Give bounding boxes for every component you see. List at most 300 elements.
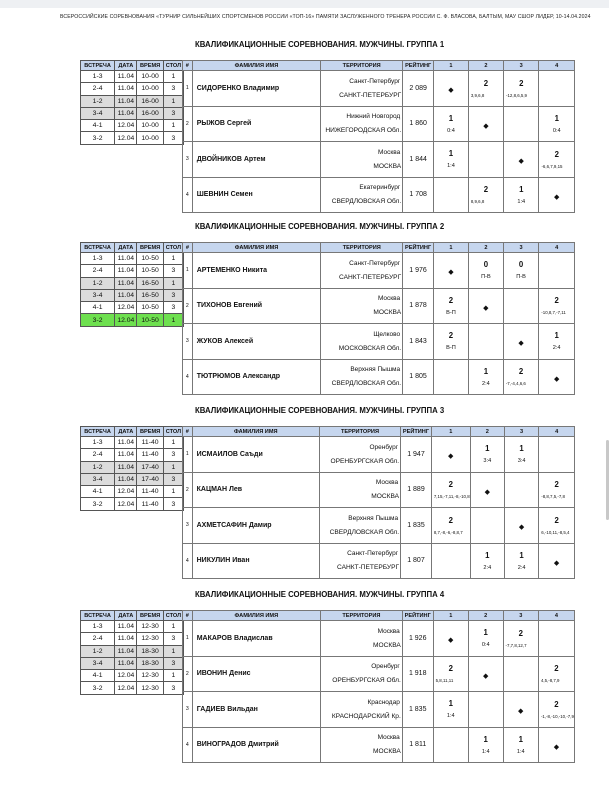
result-points: 1	[485, 550, 490, 560]
result-points: 1	[519, 550, 524, 560]
group-table-header: 2	[468, 61, 503, 71]
result-score: 2:4	[483, 564, 492, 571]
schedule-cell: 1	[163, 71, 183, 83]
group-table-header: 3	[504, 427, 538, 437]
diamond-icon: ◆	[518, 708, 524, 716]
player-number: 2	[183, 472, 193, 508]
player-row	[183, 288, 575, 324]
player-territory	[321, 324, 403, 360]
group-table-header: #	[183, 427, 193, 437]
player-city: Краснодар	[367, 698, 400, 706]
result-points: 1	[554, 331, 559, 341]
group-table	[182, 426, 575, 579]
schedule-cell: 11.04	[115, 449, 137, 461]
group-table	[182, 610, 575, 763]
schedule-table	[80, 60, 184, 145]
group-table-header: 1	[433, 243, 468, 253]
player-name: ИСМАИЛОВ Саъди	[192, 437, 319, 473]
diamond-icon: ◆	[553, 743, 560, 751]
schedule-cell: 3	[163, 132, 183, 144]
group-table-header: ФАМИЛИЯ ИМЯ	[192, 61, 320, 71]
player-number: 1	[183, 253, 193, 289]
result-points: 1	[483, 734, 488, 744]
result-points: 1	[448, 113, 454, 123]
player-number: 4	[183, 543, 193, 579]
player-region: МОСКВА	[373, 309, 402, 317]
player-region: ОРЕНБУРГСКАЯ Обл.	[330, 457, 400, 465]
schedule-cell: 10-00	[137, 71, 163, 83]
result-cell	[504, 437, 538, 473]
group-table-header: 4	[539, 243, 575, 253]
result-score: -6,6,7,9,15	[541, 163, 563, 169]
schedule-cell: 11.04	[115, 289, 137, 301]
result-cell	[539, 142, 575, 178]
player-name: РЫЖОВ Сергей	[192, 106, 320, 142]
result-cell	[434, 71, 469, 107]
result-points: 2	[448, 515, 453, 525]
schedule-cell: 12.04	[115, 670, 137, 682]
result-score: 1:4	[481, 748, 490, 755]
schedule-header: ВРЕМЯ	[137, 427, 163, 437]
player-name: ТИХОНОВ Евгений	[192, 288, 321, 324]
group-table-header: 1	[433, 611, 468, 621]
player-territory	[321, 142, 403, 178]
result-score: 1:4	[447, 163, 455, 170]
group-table-header: ТЕРРИТОРИЯ	[321, 61, 403, 71]
player-row	[183, 71, 575, 107]
result-cell	[539, 288, 575, 324]
result-cell	[433, 253, 468, 289]
result-cell	[434, 177, 469, 213]
group-table-header: ТЕРРИТОРИЯ	[321, 243, 403, 253]
schedule-cell: 1	[163, 437, 183, 449]
player-region: САНКТ-ПЕТЕРБУРГ	[336, 564, 400, 572]
schedule-row	[81, 302, 184, 314]
result-score: 8,9,6,8	[470, 199, 485, 205]
schedule-row	[81, 289, 184, 301]
group-table-header: РЕЙТИНГ	[401, 427, 432, 437]
schedule-cell: 3	[163, 473, 183, 485]
result-cell	[503, 692, 538, 728]
schedule-cell: 11-40	[137, 486, 163, 498]
top-bar	[0, 0, 609, 8]
schedule-cell: 1	[163, 277, 183, 289]
result-score: -7,7,8,12,7	[505, 642, 527, 648]
player-rating: 1 889	[401, 472, 432, 508]
diamond-icon: ◆	[448, 637, 454, 645]
schedule-header: СТОЛ	[163, 243, 183, 253]
result-score: 0:4	[481, 642, 490, 649]
result-cell	[504, 71, 539, 107]
result-points: 2	[518, 367, 524, 377]
schedule-cell: 16-50	[137, 289, 163, 301]
diamond-icon: ◆	[518, 340, 524, 348]
group-table-header: 1	[434, 61, 469, 71]
player-rating: 1 811	[402, 727, 433, 763]
schedule-cell: 12.04	[115, 302, 137, 314]
player-region: МОСКОВСКАЯ Обл.	[338, 344, 402, 352]
player-row	[183, 692, 575, 728]
schedule-cell: 11.04	[115, 657, 137, 669]
schedule-cell: 4-1	[81, 302, 115, 314]
result-cell	[433, 727, 468, 763]
result-score: 1:4	[446, 713, 455, 720]
player-row	[183, 324, 575, 360]
result-points: 2	[554, 699, 559, 709]
player-number: 1	[183, 621, 193, 657]
schedule-cell: 12.04	[115, 486, 137, 498]
schedule-cell: 3	[163, 682, 183, 694]
player-row	[183, 543, 575, 579]
result-cell	[538, 692, 574, 728]
schedule-cell: 3	[163, 657, 183, 669]
schedule-cell: 12-30	[137, 682, 163, 694]
player-number: 3	[183, 692, 193, 728]
group-3	[0, 406, 609, 576]
schedule-cell: 11.04	[115, 473, 137, 485]
result-score: В-П	[446, 345, 456, 352]
schedule-cell: 3	[163, 265, 183, 277]
schedule-cell: 1-2	[81, 95, 115, 107]
player-region: СВЕРДЛОВСКАЯ Обл.	[331, 198, 402, 206]
schedule-row	[81, 461, 184, 473]
result-cell	[538, 656, 574, 692]
schedule-cell: 11-40	[137, 437, 163, 449]
result-points: 1	[483, 366, 489, 376]
player-rating: 1 860	[403, 106, 434, 142]
player-region: ОРЕНБУРГСКАЯ Обл.	[332, 677, 401, 685]
player-name: АРТЕМЕНКО Никита	[192, 253, 321, 289]
group-2	[0, 222, 609, 392]
schedule-cell: 10-50	[137, 314, 163, 326]
schedule-cell: 11.04	[115, 265, 137, 277]
player-city: Санкт-Петербург	[349, 259, 401, 267]
schedule-cell: 11.04	[115, 437, 137, 449]
result-score: 3:4	[483, 458, 492, 465]
group-table-header: РЕЙТИНГ	[402, 611, 433, 621]
result-cell	[431, 437, 470, 473]
schedule-cell: 12-30	[137, 621, 163, 633]
result-points: 1	[519, 184, 524, 194]
schedule-header: ВРЕМЯ	[137, 243, 163, 253]
diamond-icon: ◆	[554, 193, 560, 201]
schedule-cell: 10-50	[137, 302, 163, 314]
group-table-header: ФАМИЛИЯ ИМЯ	[192, 611, 320, 621]
player-city: Москва	[375, 479, 399, 487]
player-rating: 1 835	[402, 692, 433, 728]
result-cell	[433, 288, 468, 324]
schedule-cell: 11.04	[115, 621, 137, 633]
diamond-icon: ◆	[448, 269, 454, 277]
schedule-cell: 1	[163, 461, 183, 473]
player-number: 3	[183, 142, 193, 178]
result-points: 1	[485, 444, 490, 454]
result-cell	[503, 727, 538, 763]
result-points: 2	[448, 295, 454, 305]
result-points: 2	[554, 296, 559, 306]
group-table-header: 3	[503, 243, 538, 253]
schedule-table	[80, 610, 184, 695]
schedule-cell: 3-2	[81, 498, 115, 510]
result-points: 2	[519, 78, 524, 88]
result-points: 1	[448, 699, 453, 709]
player-rating: 1 918	[402, 656, 433, 692]
schedule-header: ВРЕМЯ	[137, 611, 163, 621]
result-cell	[433, 656, 468, 692]
result-score: 7,15,-7,11,-8,-10,8	[433, 494, 470, 500]
player-region: САНКТ-ПЕТЕРБУРГ	[339, 273, 402, 281]
result-cell	[434, 106, 469, 142]
schedule-cell: 16-00	[137, 95, 163, 107]
result-score: 3,9,6,8	[470, 92, 485, 98]
player-rating: 1 843	[403, 324, 434, 360]
schedule-cell: 3-2	[81, 132, 115, 144]
result-cell	[470, 472, 504, 508]
result-cell	[470, 437, 504, 473]
group-table-header: ФАМИЛИЯ ИМЯ	[192, 243, 321, 253]
player-number: 2	[183, 288, 193, 324]
schedule-cell: 3-2	[81, 682, 115, 694]
result-cell	[468, 621, 503, 657]
schedule-cell: 3-4	[81, 289, 115, 301]
schedule-cell: 3-4	[81, 473, 115, 485]
schedule-cell: 16-00	[137, 107, 163, 119]
group-table-header: РЕЙТИНГ	[403, 243, 434, 253]
player-rating: 1 807	[401, 543, 432, 579]
player-name: ВИНОГРАДОВ Дмитрий	[192, 727, 320, 763]
player-region: СВЕРДЛОВСКАЯ Обл.	[331, 380, 402, 388]
schedule-cell: 10-50	[137, 265, 163, 277]
schedule-cell: 10-00	[137, 120, 163, 132]
schedule-cell: 11.04	[115, 645, 137, 657]
diamond-icon: ◆	[484, 488, 490, 496]
group-table-header: 3	[504, 61, 539, 71]
schedule-cell: 11.04	[115, 277, 137, 289]
result-points: 1	[554, 113, 559, 123]
schedule-row	[81, 633, 184, 645]
schedule-cell: 11-40	[137, 498, 163, 510]
player-city: Верхняя Пышма	[348, 514, 399, 522]
result-cell	[431, 472, 470, 508]
schedule-cell: 11.04	[115, 253, 137, 265]
schedule-cell: 1	[163, 621, 183, 633]
schedule-header: ВСТРЕЧА	[81, 243, 115, 253]
schedule-cell: 1	[163, 486, 183, 498]
schedule-cell: 1-3	[81, 253, 115, 265]
schedule-row	[81, 657, 184, 669]
schedule-cell: 18-30	[137, 645, 163, 657]
schedule-cell: 3	[163, 107, 183, 119]
schedule-row	[81, 621, 184, 633]
result-points: 2	[448, 331, 454, 341]
schedule-cell: 10-50	[137, 253, 163, 265]
player-row	[183, 656, 575, 692]
schedule-cell: 3	[163, 83, 183, 95]
schedule-row	[81, 253, 184, 265]
result-score: 2:4	[552, 345, 561, 352]
result-cell	[468, 692, 503, 728]
result-cell	[431, 508, 470, 544]
schedule-row	[81, 107, 184, 119]
result-cell	[470, 508, 504, 544]
schedule-cell: 12-30	[137, 633, 163, 645]
result-cell	[468, 177, 503, 213]
result-points: 1	[483, 628, 488, 638]
result-cell	[539, 106, 575, 142]
result-score: 3:4	[517, 458, 526, 465]
schedule-cell: 12.04	[115, 120, 137, 132]
schedule-cell: 3-4	[81, 657, 115, 669]
player-name: ШЕВНИН Семен	[192, 177, 320, 213]
group-table-header: #	[183, 243, 193, 253]
group-table-header: 3	[503, 611, 538, 621]
player-number: 4	[183, 177, 193, 213]
player-number: 3	[183, 508, 193, 544]
schedule-row	[81, 670, 184, 682]
schedule-cell: 17-40	[137, 461, 163, 473]
player-city: Оренбург	[369, 443, 399, 451]
player-territory	[321, 288, 403, 324]
player-territory	[320, 692, 402, 728]
result-points: 0	[518, 260, 524, 270]
result-cell	[539, 71, 575, 107]
result-cell	[468, 142, 503, 178]
player-name: НИКУЛИН Иван	[192, 543, 319, 579]
result-cell	[468, 324, 503, 360]
player-city: Екатеринбург	[359, 184, 401, 192]
schedule-row	[81, 120, 184, 132]
schedule-cell: 2-4	[81, 83, 115, 95]
player-territory	[321, 71, 403, 107]
player-row	[183, 106, 575, 142]
schedule-header: ДАТА	[115, 611, 137, 621]
player-city: Оренбург	[371, 663, 400, 671]
result-cell	[434, 142, 469, 178]
schedule-table	[80, 242, 184, 327]
schedule-cell: 10-00	[137, 83, 163, 95]
result-cell	[504, 543, 538, 579]
player-city: Москва	[377, 734, 400, 742]
result-cell	[431, 543, 470, 579]
schedule-cell: 11.04	[115, 71, 137, 83]
schedule-cell: 1	[163, 670, 183, 682]
schedule-cell: 11.04	[115, 95, 137, 107]
result-points: 2	[483, 185, 489, 195]
player-row	[183, 621, 575, 657]
player-rating: 1 805	[403, 359, 434, 395]
schedule-cell: 12.04	[115, 132, 137, 144]
result-cell	[433, 692, 468, 728]
schedule-header: ДАТА	[115, 61, 137, 71]
player-number: 3	[183, 324, 193, 360]
schedule-row	[81, 449, 184, 461]
schedule-header: СТОЛ	[163, 611, 183, 621]
schedule-cell: 12.04	[115, 682, 137, 694]
player-rating: 1 947	[401, 437, 432, 473]
player-row	[183, 253, 575, 289]
player-city: Нижний Новгород	[346, 113, 401, 121]
group-title: КВАЛИФИКАЦИОННЫЕ СОРЕВНОВАНИЯ. МУЖЧИНЫ. ГРУППА 2	[195, 222, 445, 231]
result-score: 8,7,-8,-6,-8,8,7	[433, 529, 463, 535]
schedule-row	[81, 486, 184, 498]
player-territory	[319, 437, 400, 473]
schedule-row	[81, 71, 184, 83]
schedule-header: СТОЛ	[163, 427, 183, 437]
result-cell	[433, 621, 468, 657]
result-cell	[539, 472, 575, 508]
player-region: НИЖЕГОРОДСКАЯ Обл.	[325, 127, 402, 135]
result-cell	[504, 177, 539, 213]
result-cell	[538, 727, 574, 763]
group-table-header: #	[183, 61, 193, 71]
result-cell	[539, 437, 575, 473]
player-territory	[321, 253, 403, 289]
result-cell	[468, 106, 503, 142]
result-cell	[539, 359, 575, 395]
document-header: ВСЕРОССИЙСКИЕ СОРЕВНОВАНИЯ «ТУРНИР СИЛЬНЕЙШИХ СПОРТСМЕНОВ РОССИИ «ТОП-16» ПАМЯТИ ЗАСЛУЖЕННОГО ТРЕНЕРА РОССИИ С. Ф. ВЛАСОВА, БАЛТЫМ, МАУ СШОР ЛИДЕР, 10-14.04.2024	[60, 14, 591, 20]
result-cell	[503, 359, 538, 395]
result-cell	[539, 508, 575, 544]
player-city: Щелково	[373, 330, 401, 338]
schedule-row	[81, 682, 184, 694]
result-cell	[539, 177, 575, 213]
group-table-header: ТЕРРИТОРИЯ	[319, 427, 400, 437]
result-points: 2	[483, 78, 489, 88]
diamond-icon: ◆	[448, 87, 454, 95]
result-score: -1,-8,-10,-10,-7,9	[540, 713, 574, 719]
schedule-cell: 12-30	[137, 670, 163, 682]
player-row	[183, 727, 575, 763]
schedule-cell: 1-2	[81, 277, 115, 289]
result-score: В-П	[446, 309, 456, 316]
result-cell	[433, 359, 468, 395]
player-number: 4	[183, 727, 193, 763]
schedule-row	[81, 132, 184, 144]
group-table	[182, 242, 575, 395]
result-cell	[470, 543, 504, 579]
player-name: КАЦМАН Лев	[192, 472, 319, 508]
player-territory	[320, 621, 402, 657]
player-name: ИВОНИН Денис	[192, 656, 320, 692]
schedule-table	[80, 426, 184, 511]
schedule-cell: 2-4	[81, 633, 115, 645]
player-rating: 1 878	[403, 288, 434, 324]
result-score: -7,-4,4,6,6	[505, 381, 526, 387]
result-points: 2	[554, 515, 559, 525]
player-name: ЖУКОВ Алексей	[192, 324, 321, 360]
result-score: 0:4	[447, 127, 455, 134]
schedule-cell: 18-30	[137, 657, 163, 669]
result-cell	[504, 142, 539, 178]
schedule-row	[81, 265, 184, 277]
player-territory	[319, 472, 400, 508]
schedule-row	[81, 277, 184, 289]
schedule-cell: 1	[163, 95, 183, 107]
schedule-row	[81, 437, 184, 449]
result-cell	[433, 324, 468, 360]
player-rating: 1 835	[401, 508, 432, 544]
schedule-cell: 16-50	[137, 277, 163, 289]
result-cell	[503, 621, 538, 657]
group-table-header: 4	[539, 427, 575, 437]
result-cell	[539, 324, 575, 360]
result-score: -8,8,7,5,-7,8	[541, 494, 565, 500]
group-table-header: ТЕРРИТОРИЯ	[320, 611, 402, 621]
schedule-cell: 1	[163, 314, 183, 326]
group-table-header: 1	[431, 427, 470, 437]
player-row	[183, 472, 575, 508]
result-cell	[468, 288, 503, 324]
